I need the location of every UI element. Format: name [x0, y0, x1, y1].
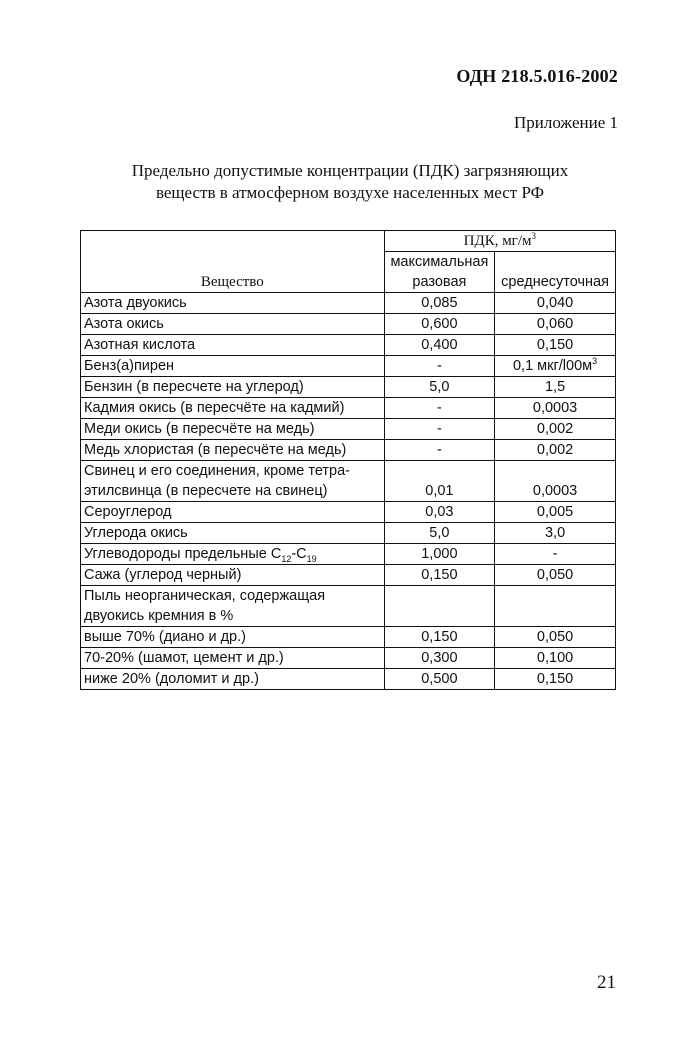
row-avg: 0,0003 [495, 461, 616, 502]
row-name-mid: -С [291, 546, 307, 562]
table-row [81, 461, 616, 502]
row-name [81, 544, 385, 565]
row-max: 0,150 [384, 627, 495, 648]
title-line-2: веществ в атмосферном воздухе населенных мест РФ [155, 183, 545, 202]
row-max: 0,085 [384, 293, 495, 314]
table-row [81, 502, 616, 523]
row-name: Азотная кислота [81, 335, 385, 356]
header-pdk [384, 231, 615, 252]
table-header-row [81, 231, 616, 252]
row-name-sub1: 12 [281, 553, 292, 564]
row-max: 0,600 [384, 314, 495, 335]
row-name: Сероуглерод [81, 502, 385, 523]
row-avg: 0,002 [495, 440, 616, 461]
table-row [81, 544, 616, 565]
table-row [81, 335, 616, 356]
row-name-line1: Пыль неорганическая, содержащая [84, 588, 326, 604]
title-line-1: Предельно допустимые концентрации (ПДК) загрязняющих [131, 161, 569, 180]
row-name: Бензин (в пересчете на углерод) [81, 377, 385, 398]
row-avg: 0,100 [495, 648, 616, 669]
table-row [81, 356, 616, 377]
appendix-label: Приложение 1 [514, 113, 618, 132]
row-avg: 0,050 [495, 627, 616, 648]
row-name-pre: Углеводороды предельные С [84, 546, 282, 562]
row-max: - [384, 356, 495, 377]
row-name: Азота окись [81, 314, 385, 335]
table-row [81, 419, 616, 440]
header-max-line1: максимальная [390, 254, 489, 270]
row-name: 70-20% (шамот, цемент и др.) [81, 648, 385, 669]
row-avg: 1,5 [495, 377, 616, 398]
row-max: 5,0 [384, 523, 495, 544]
row-name-line2: этилсвинца (в пересчете на свинец) [84, 483, 328, 499]
row-max: - [384, 440, 495, 461]
row-avg: 0,0003 [495, 398, 616, 419]
row-max: 0,03 [384, 502, 495, 523]
table-row [81, 627, 616, 648]
table-row [81, 669, 616, 690]
document-code: ОДН 218.5.016-2002 [456, 66, 618, 86]
row-name: Медь хлористая (в пересчёте на медь) [81, 440, 385, 461]
row-name: Азота двуокись [81, 293, 385, 314]
table-row [81, 523, 616, 544]
pdk-table [80, 230, 616, 690]
table-row [81, 648, 616, 669]
header-pdk-label: ПДК, мг/м [463, 233, 532, 249]
row-max: - [384, 419, 495, 440]
row-name [81, 586, 385, 627]
row-name: Меди окись (в пересчёте на медь) [81, 419, 385, 440]
header-max-line2: разовая [412, 274, 467, 290]
row-avg: 0,060 [495, 314, 616, 335]
table-row [81, 586, 616, 627]
row-name: ниже 20% (доломит и др.) [81, 669, 385, 690]
row-avg: 0,040 [495, 293, 616, 314]
row-max: 0,500 [384, 669, 495, 690]
header-substance: Вещество [81, 231, 385, 293]
row-name: Углерода окись [81, 523, 385, 544]
row-max: 1,000 [384, 544, 495, 565]
table-row [81, 398, 616, 419]
row-avg [495, 586, 616, 627]
row-avg: 0,050 [495, 565, 616, 586]
header-avg: среднесуточная [495, 252, 616, 293]
row-avg-sup: 3 [592, 356, 598, 367]
row-avg: 0,150 [495, 335, 616, 356]
row-avg [495, 356, 616, 377]
table-row [81, 314, 616, 335]
row-avg-value: 0,1 мкг/l00м [512, 358, 593, 374]
row-name-line1: Свинец и его соединения, кроме тетра- [84, 463, 350, 479]
row-name [81, 461, 385, 502]
row-max: 5,0 [384, 377, 495, 398]
table-row [81, 377, 616, 398]
row-max: 0,400 [384, 335, 495, 356]
header-pdk-sup: 3 [531, 231, 536, 241]
row-avg: 0,150 [495, 669, 616, 690]
table-row [81, 293, 616, 314]
row-name: Бенз(а)пирен [81, 356, 385, 377]
row-avg: 0,002 [495, 419, 616, 440]
page-number: 21 [597, 972, 616, 993]
row-max [384, 586, 495, 627]
table-row [81, 440, 616, 461]
row-avg: - [495, 544, 616, 565]
row-max: - [384, 398, 495, 419]
row-name: Кадмия окись (в пересчёте на кадмий) [81, 398, 385, 419]
row-max: 0,01 [384, 461, 495, 502]
row-max: 0,150 [384, 565, 495, 586]
header-max [384, 252, 495, 293]
page-title [80, 160, 620, 204]
row-avg: 3,0 [495, 523, 616, 544]
row-name: выше 70% (диано и др.) [81, 627, 385, 648]
row-name-line2: двуокись кремния в % [84, 608, 234, 624]
table-row [81, 565, 616, 586]
row-max: 0,300 [384, 648, 495, 669]
row-name-sub2: 19 [306, 553, 317, 564]
row-name: Сажа (углерод черный) [81, 565, 385, 586]
row-avg: 0,005 [495, 502, 616, 523]
